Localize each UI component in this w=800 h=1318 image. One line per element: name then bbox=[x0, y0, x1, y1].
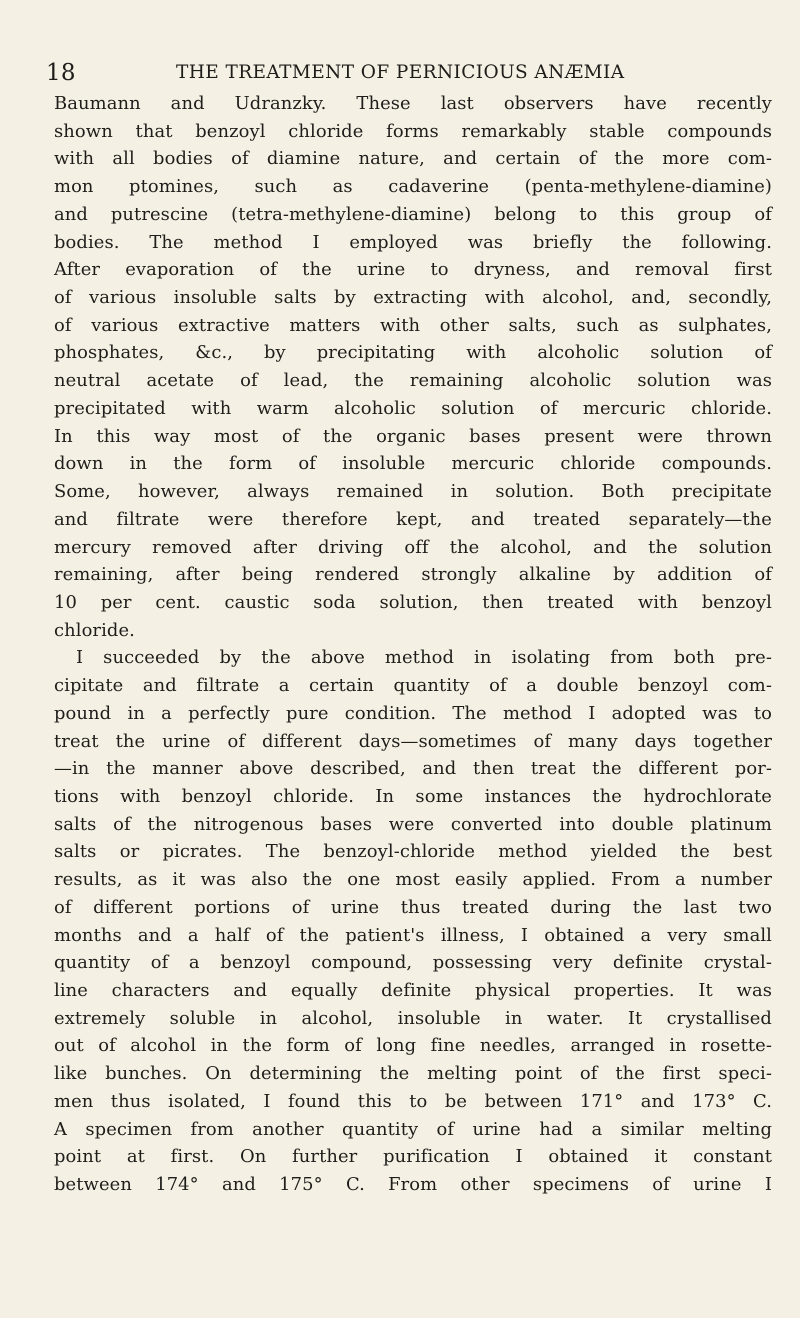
text-line: shown that benzoyl chloride forms remarkably stable compounds bbox=[54, 120, 772, 142]
text-line: —in the manner above described, and then treat the different por- bbox=[54, 758, 772, 780]
text-line: months and a half of the patient's illness, I obtained a very small bbox=[54, 924, 772, 946]
page-header bbox=[46, 58, 762, 88]
text-line: and putrescine (tetra-methylene-diamine) belong to this group of bbox=[54, 203, 772, 225]
text-line: tions with benzoyl chloride. In some instances the hydrochlorate bbox=[54, 785, 772, 807]
text-line: out of alcohol in the form of long fine needles, arranged in rosette- bbox=[54, 1035, 772, 1057]
text-line: Baumann and Udranzky. These last observers have recently bbox=[54, 93, 772, 114]
text-line: phosphates, &c., by precipitating with alcoholic solution of bbox=[54, 342, 772, 364]
text-line: and filtrate were therefore kept, and treated separately—the bbox=[54, 508, 772, 530]
text-line: 10 per cent. caustic soda solution, then treated with benzoyl bbox=[54, 591, 772, 613]
text-line: of different portions of urine thus treated during the last two bbox=[54, 896, 772, 918]
text-line: results, as it was also the one most easily applied. From a number bbox=[54, 869, 772, 891]
text-line: neutral acetate of lead, the remaining alcoholic solution was bbox=[54, 370, 772, 392]
text-line: of various insoluble salts by extracting with alcohol, and, secondly, bbox=[54, 287, 772, 309]
page-number: 18 bbox=[46, 60, 76, 86]
text-line: with all bodies of diamine nature, and certain of the more com- bbox=[54, 148, 772, 170]
text-line: of various extractive matters with other salts, such as sulphates, bbox=[54, 314, 772, 336]
text-line: cipitate and filtrate a certain quantity of a double benzoyl com- bbox=[54, 675, 772, 697]
text-line: between 174° and 175° C. From other specimens of urine I bbox=[54, 1174, 772, 1196]
text-line: chloride. bbox=[54, 619, 135, 641]
text-line: men thus isolated, I found this to be between 171° and 173° C. bbox=[54, 1090, 772, 1112]
text-line: In this way most of the organic bases present were thrown bbox=[54, 425, 772, 447]
text-line: remaining, after being rendered strongly alkaline by addition of bbox=[54, 564, 772, 586]
text-line: pound in a perfectly pure condition. The method I adopted was to bbox=[54, 702, 772, 724]
text-line: precipitated with warm alcoholic solution of mercuric chloride. bbox=[54, 397, 772, 419]
text-line: bodies. The method I employed was briefly the following. bbox=[54, 231, 772, 253]
text-line: I succeeded by the above method in isolating from both pre- bbox=[76, 647, 772, 669]
text-line: extremely soluble in alcohol, insoluble in water. It crystallised bbox=[54, 1007, 772, 1029]
text-line: salts or picrates. The benzoyl-chloride method yielded the best bbox=[54, 841, 772, 863]
text-line: Some, however, always remained in solution. Both precipitate bbox=[54, 481, 772, 503]
running-title: THE TREATMENT OF PERNICIOUS ANÆMIA bbox=[176, 62, 625, 83]
text-line: quantity of a benzoyl compound, possessing very definite crystal- bbox=[54, 952, 772, 974]
text-line: down in the form of insoluble mercuric chloride compounds. bbox=[54, 453, 772, 475]
body-text bbox=[54, 90, 772, 1199]
text-line: point at first. On further purification I obtained it constant bbox=[54, 1146, 772, 1168]
text-line: salts of the nitrogenous bases were converted into double platinum bbox=[54, 813, 772, 835]
text-line: mon ptomines, such as cadaverine (penta-methylene-diamine) bbox=[54, 176, 772, 198]
text-line: like bunches. On determining the melting point of the first speci- bbox=[54, 1063, 772, 1085]
text-line: treat the urine of different days—sometimes of many days together bbox=[54, 730, 772, 752]
text-line: mercury removed after driving off the alcohol, and the solution bbox=[54, 536, 772, 558]
text-line: line characters and equally definite physical properties. It was bbox=[54, 980, 772, 1001]
text-line: A specimen from another quantity of urine had a similar melting bbox=[54, 1118, 772, 1140]
text-line: After evaporation of the urine to dryness, and removal first bbox=[54, 259, 772, 281]
